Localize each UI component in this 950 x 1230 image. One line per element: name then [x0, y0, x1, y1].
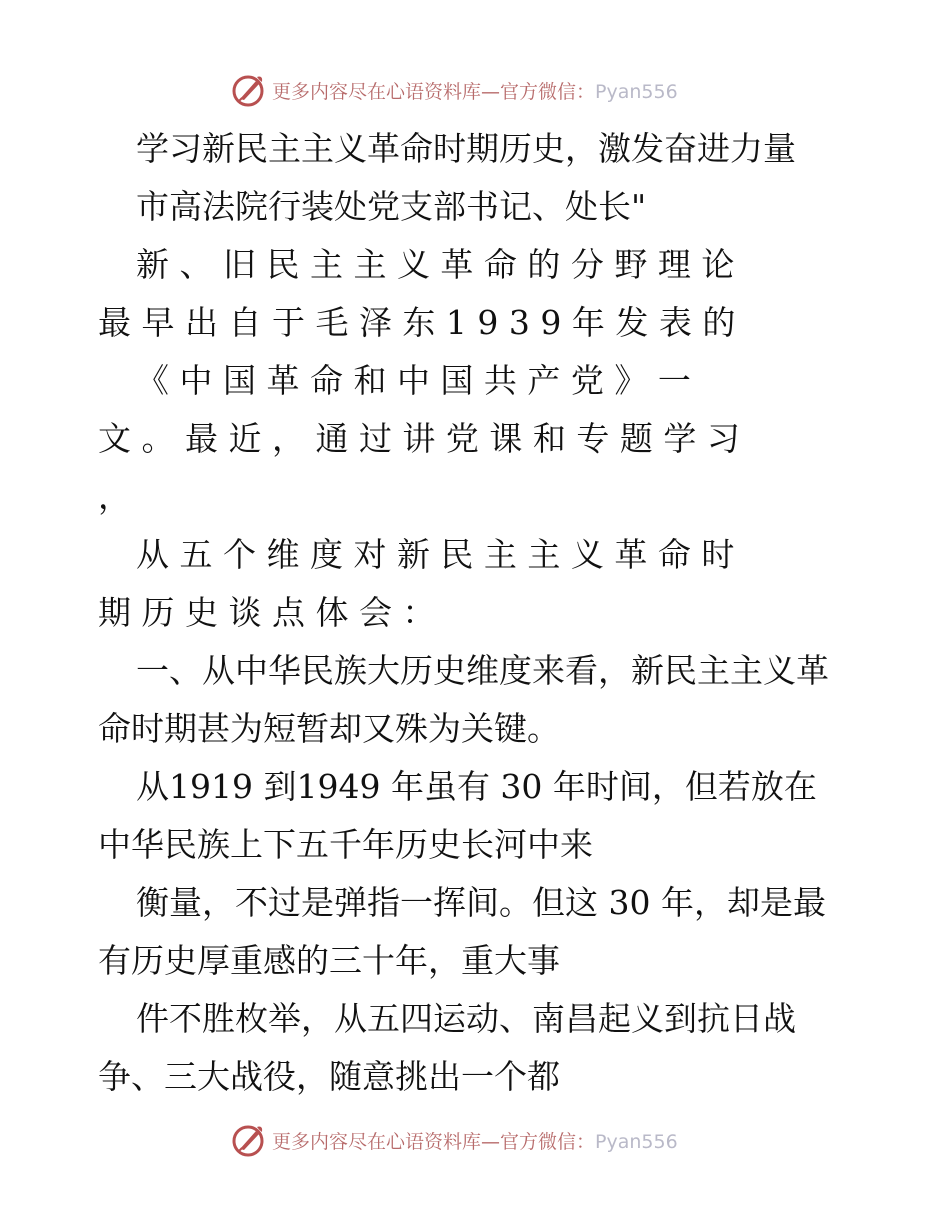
watermark-footer: [230, 1120, 750, 1160]
text-line: 中华民族上下五千年历史长河中来: [98, 825, 593, 864]
text-line: 从 五 个 维 度 对 新 民 主 主 义 革 命 时: [136, 535, 735, 574]
text-line: 件不胜枚举，从五四运动、南昌起义到抗日战: [136, 999, 796, 1038]
text-line: 文 。 最 近 ， 通 过 讲 党 课 和 专 题 学 习: [98, 419, 740, 458]
text-line: 衡量，不过是弹指一挥间。但这 30 年，却是最: [136, 883, 826, 922]
watermark-text: 更多内容尽在心语资料库—官方微信：Pyan556: [272, 80, 678, 103]
text-line: 期 历 史 谈 点 体 会 ：: [98, 593, 436, 632]
watermark-text: 更多内容尽在心语资料库—官方微信：Pyan556: [272, 1130, 678, 1153]
section-heading-line: 一、从中华民族大历史维度来看，新民主主义革: [136, 651, 829, 690]
text-line: 有历史厚重感的三十年，重大事: [98, 941, 560, 980]
watermark-header: [230, 70, 750, 110]
quill-logo-icon: [230, 72, 266, 108]
text-line: 新 、 旧 民 主 主 义 革 命 的 分 野 理 论: [136, 245, 735, 284]
section-heading-line: 命时期甚为短暂却又殊为关键。: [98, 709, 560, 748]
title-line: 学习新民主主义革命时期历史，激发奋进力量: [136, 129, 796, 168]
text-line: 从1919 到1949 年虽有 30 年时间，但若放在: [136, 767, 817, 806]
text-line: 最 早 出 自 于 毛 泽 东 1 9 3 9 年 发 表 的: [98, 303, 736, 342]
text-line: 争、三大战役，随意挑出一个都: [98, 1057, 560, 1096]
quill-logo-icon: [230, 1122, 266, 1158]
text-line: 《 中 国 革 命 和 中 国 共 产 党 》 一: [136, 361, 691, 400]
text-line: ，: [98, 477, 131, 516]
author-line: 市高法院行装处党支部书记、处长": [136, 187, 647, 226]
